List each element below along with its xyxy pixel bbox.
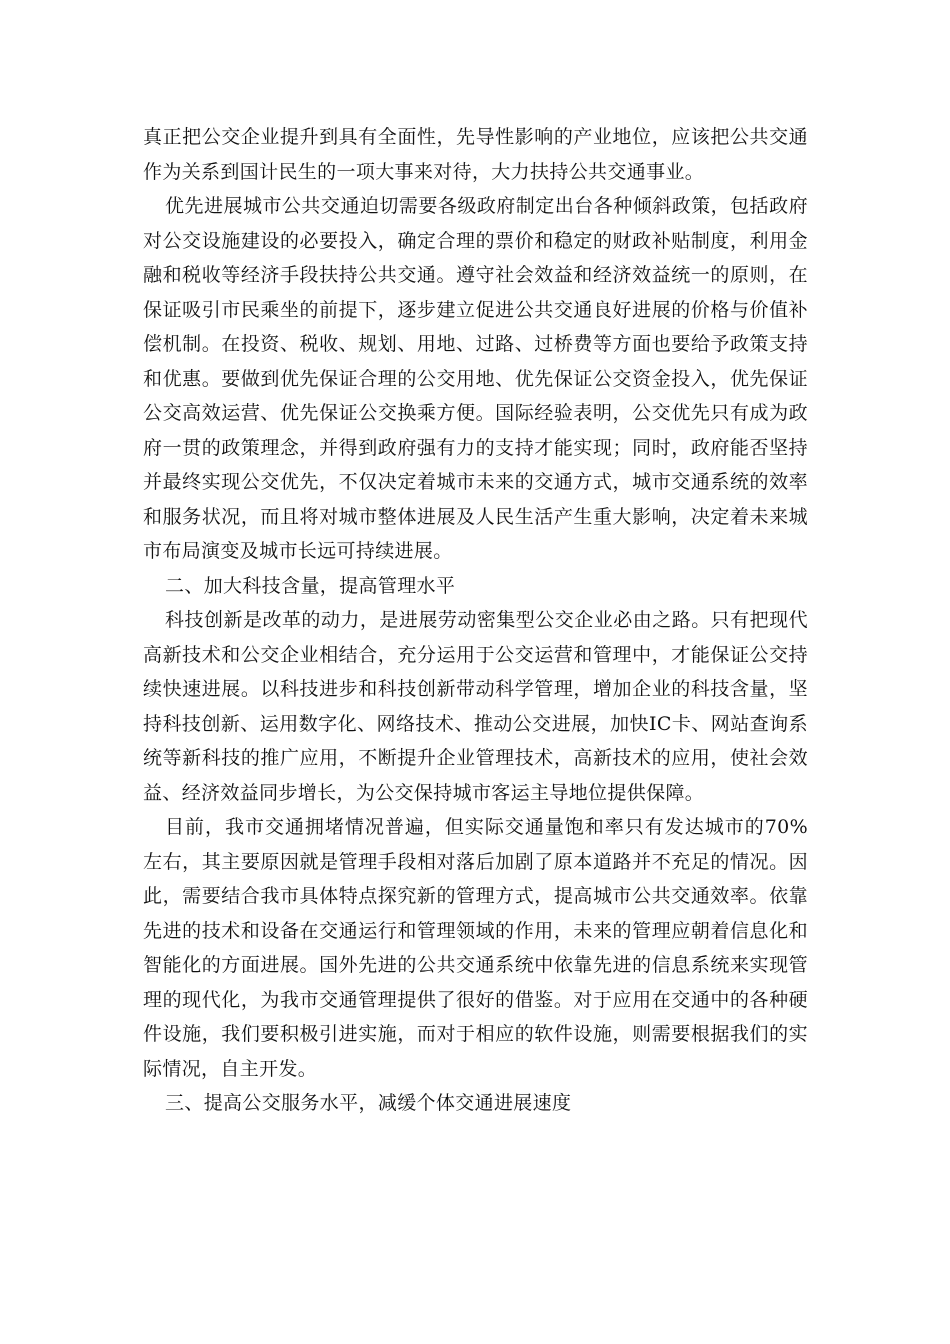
- paragraph-4: 目前，我市交通拥堵情况普遍，但实际交通量饱和率只有发达城市的70%左右，其主要原因就是管理手段相对落后加剧了原本道路并不充足的情况。因此，需要结合我市具体特点探究新的管理方式，提高城市公共交通效率。依靠先进的技术和设备在交通运行和管理领域的作用，未来的管理应朝着信息化和智能化的方面进展。国外先进的公共交通系统中依靠先进的信息系统来实现管理的现代化，为我市交通管理提供了很好的借鉴。对于应用在交通中的各种硬件设施，我们要积极引进实施，而对于相应的软件设施，则需要根据我们的实际情况，自主开发。: [143, 816, 808, 1080]
- paragraph-1: 真正把公交企业提升到具有全面性，先导性影响的产业地位，应该把公共交通作为关系到国计民生的一项大事来对待，大力扶持公共交通事业。: [143, 126, 808, 183]
- paragraph-2: 优先进展城市公共交通迫切需要各级政府制定出台各种倾斜政策，包括政府对公交设施建设的必要投入，确定合理的票价和稳定的财政补贴制度，利用金融和税收等经济手段扶持公共交通。遵守社会效益和经济效益统一的原则，在保证吸引市民乘坐的前提下，逐步建立促进公共交通良好进展的价格与价值补偿机制。在投资、税收、规划、用地、过路、过桥费等方面也要给予政策支持和优惠。要做到优先保证合理的公交用地、优先保证公交资金投入，优先保证公交高效运营、优先保证公交换乘方便。国际经验表明，公交优先只有成为政府一贯的政策理念，并得到政府强有力的支持才能实现；同时，政府能否坚持并最终实现公交优先，不仅决定着城市未来的交通方式，城市交通系统的效率和服务状况，而且将对城市整体进展及人民生活产生重大影响，决定着未来城市布局演变及城市长远可持续进展。: [143, 195, 808, 562]
- paragraph-3: 科技创新是改革的动力，是进展劳动密集型公交企业必由之路。只有把现代高新技术和公交企业相结合，充分运用于公交运营和管理中，才能保证公交持续快速进展。以科技进步和科技创新带动科学管理，增加企业的科技含量，坚持科技创新、运用数字化、网络技术、推动公交进展，加快IC卡、网站查询系统等新科技的推广应用，不断提升企业管理技术，高新技术的应用，使社会效益、经济效益同步增长，为公交保持城市客运主导地位提供保障。: [143, 609, 808, 804]
- document-page: [143, 120, 808, 1121]
- section-heading-2: 二、加大科技含量，提高管理水平: [165, 574, 456, 597]
- section-heading-3: 三、提高公交服务水平，减缓个体交通进展速度: [165, 1092, 572, 1114]
